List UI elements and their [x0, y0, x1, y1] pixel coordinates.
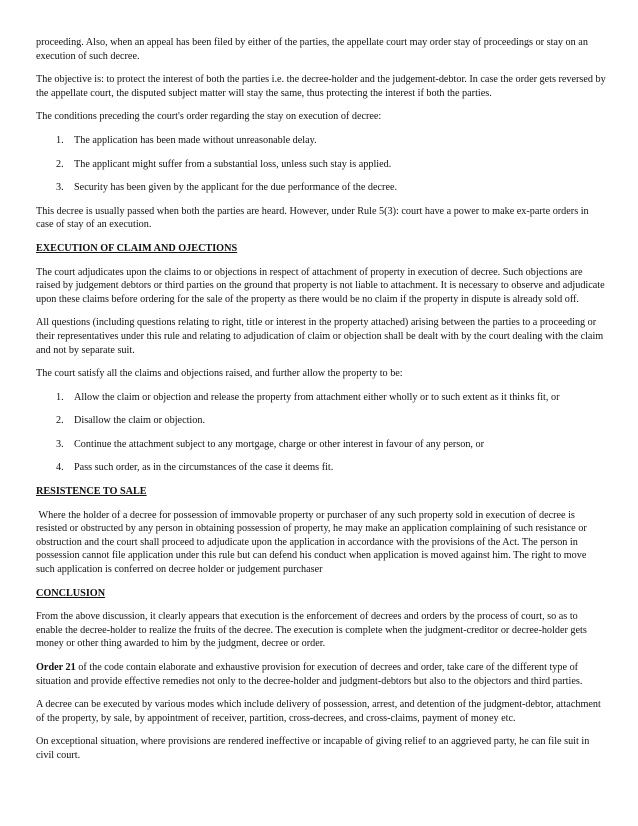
paragraph-exceptional: On exceptional situation, where provisions are rendered ineffective or incapable of giving relief to an aggrieved party, he can file suit in civil court.: [36, 736, 590, 761]
list-item-text: Pass such order, as in the circumstances of the case it deems fit.: [74, 462, 334, 474]
list-item: [36, 391, 606, 405]
paragraph-order-21: [36, 661, 606, 688]
paragraph-resistence: Where the holder of a decree for possession of immovable property or purchaser of any such property sold in execution of decree is resisted or obstructed by any person in obtaining possession of property, he may make an application complaining of such resistance or obstruction and the court shall proceed to adjudicate upon the application in accordance with the provisions of the Act. The person in possession cannot file application under this rule but can defend his conduct when application is moved against him. The right to move such application is conferred on decree holder or judgement purchaser: [36, 509, 590, 576]
list-item: [36, 461, 606, 475]
paragraph-conditions-intro: The conditions preceding the court's order regarding the stay on execution of decree:: [36, 111, 382, 123]
list-item-number: 4.: [56, 462, 64, 474]
paragraph-all-questions: All questions (including questions relating to right, title or interest in the property attached) arising between the parties to a proceeding or their representatives under this rule and relating to adjudication of claim or objection shall be dealt with by the court dealing with the claim and not by separate suit.: [36, 317, 604, 356]
list-item: [36, 158, 606, 172]
list-item-text: Security has been given by the applicant for the due performance of the decree.: [74, 182, 398, 194]
section-heading-execution-of-claim: EXECUTION OF CLAIM AND OJECTIONS: [36, 242, 238, 254]
list-item-text: Disallow the claim or objection.: [74, 415, 205, 427]
paragraph-stay-appeal: proceeding. Also, when an appeal has been filed by either of the parties, the appellate court may order stay of proceedings or stay on an execution of such decree.: [36, 37, 588, 62]
list-item-number: 2.: [56, 158, 64, 170]
outcomes-list: [36, 391, 606, 475]
paragraph-modes: A decree can be executed by various modes which include delivery of possession, arrest, and detention of the judgment-debtor, attachment of the property, by sale, by appointment of receiver, partition, cross-decrees, and cross-claims, payment of money etc.: [36, 699, 601, 724]
order-21-label: Order 21: [36, 662, 76, 673]
paragraph-adjudicates: The court adjudicates upon the claims to or objections in respect of attachment of property in execution of decree. Such objections are raised by judgement debtors or third parties on the ground that property is not liable to attachment. It is necessary to observe and adjudicate upon these claims before ordering for the sale of the property as there would be no claim if the property in dispute is already sold off.: [36, 266, 605, 305]
paragraph-court-satisfy: The court satisfy all the claims and objections raised, and further allow the property to be:: [36, 368, 403, 380]
list-item-number: 1.: [56, 391, 64, 403]
list-item-number: 3.: [56, 182, 64, 194]
paragraph-ex-parte: This decree is usually passed when both the parties are heard. However, under Rule 5(3): court have a power to make ex-parte orders in case of stay of an execution.: [36, 205, 589, 231]
section-heading-conclusion: CONCLUSION: [36, 587, 106, 599]
list-item-text: Allow the claim or objection and release the property from attachment either wholly or to such extent as it thinks fit, or: [74, 391, 560, 403]
paragraph-conclusion: From the above discussion, it clearly appears that execution is the enforcement of decrees and orders by the process of court, so as to enable the decree-holder to realize the fruits of the decree. The execution is complete when the judgment-creditor or decree-holder gets money or other thing awarded to him by the judgment, decree or order.: [36, 611, 587, 650]
list-item-text: Continue the attachment subject to any mortgage, charge or other interest in favour of any person, or: [74, 438, 485, 450]
section-heading-resistence-to-sale: RESISTENCE TO SALE: [36, 486, 147, 498]
list-item: [36, 134, 606, 148]
paragraph-objective: The objective is: to protect the interest of both the parties i.e. the decree-holder and the judgement-debtor. In case the order gets reversed by the appellate court, the disputed subject matter will stay the same, thus protecting the interest if both the parties.: [36, 74, 606, 99]
list-item: [36, 438, 606, 452]
list-item-text: The applicant might suffer from a substantial loss, unless such stay is applied.: [74, 158, 392, 170]
list-item: [36, 414, 606, 428]
list-item-text: The application has been made without unreasonable delay.: [74, 134, 317, 146]
list-item-number: 2.: [56, 415, 64, 427]
order-21-text: of the code contain elaborate and exhaustive provision for execution of decrees and order, take care of the different type of situation and provide effective remedies not only to the decree-holder and judgment-debtors but also to the objectors and third parties.: [36, 662, 583, 687]
conditions-list: [36, 134, 606, 195]
list-item: [36, 181, 606, 195]
list-item-number: 1.: [56, 134, 64, 146]
list-item-number: 3.: [56, 438, 64, 450]
